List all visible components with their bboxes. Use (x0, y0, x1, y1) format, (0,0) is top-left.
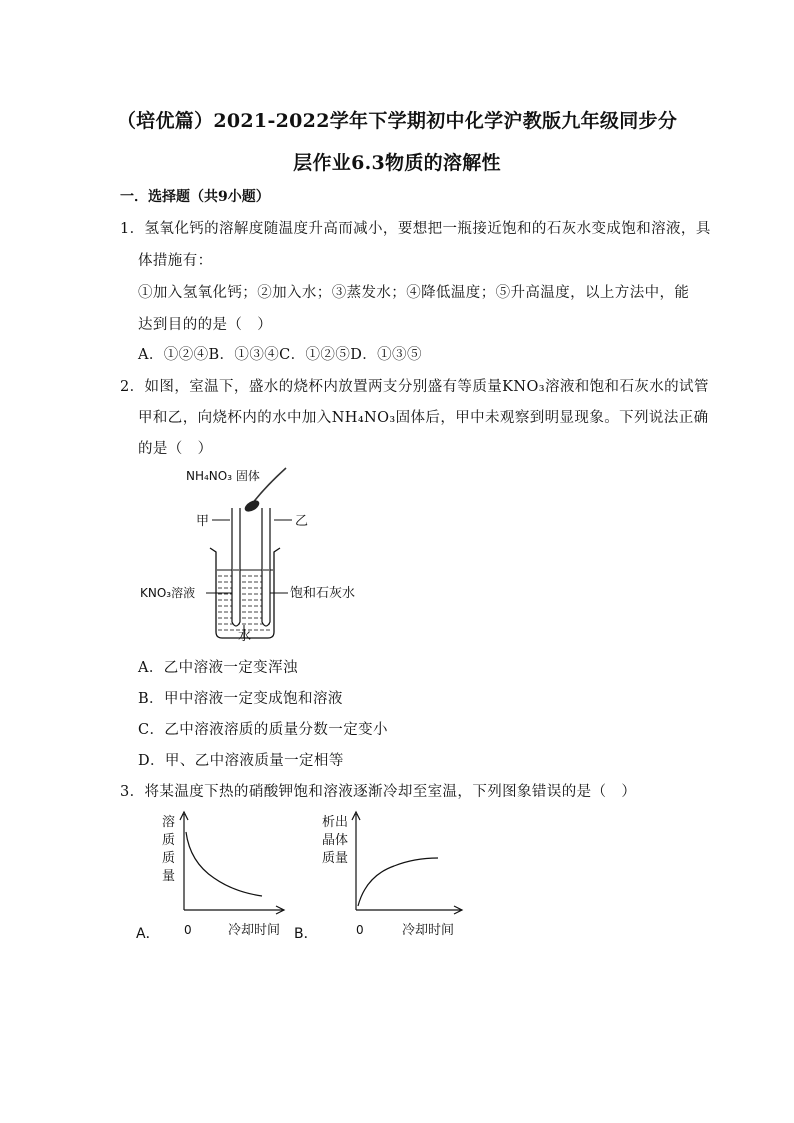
graph-a-option-label: A． (136, 926, 160, 942)
graph-b-ylabel-2: 晶体 (322, 833, 349, 848)
graph-b-curve (358, 858, 438, 906)
question-2-line-3: 的是（ ） (138, 441, 213, 457)
graph-a-ylabel-4: 量 (162, 869, 176, 884)
graph-a-ylabel-3: 质 (162, 851, 176, 866)
label-saturated-limewater: 饱和石灰水 (290, 586, 356, 601)
question-1-line-4: 达到目的的是（ ） (138, 317, 273, 333)
document-title-line-1: （培优篇）2021-2022学年下学期初中化学沪教版九年级同步分 (116, 110, 678, 132)
question-2-line-1: 2．如图，室温下，盛水的烧杯内放置两支分别盛有等质量KNO₃溶液和饱和石灰水的试管 (120, 379, 709, 395)
graph-a-curve (186, 832, 262, 896)
question-1-line-2: 体措施有： (138, 253, 213, 269)
question-1-line-3: ①加入氢氧化钙；②加入水；③蒸发水；④降低温度；⑤升高温度，以上方法中，能 (138, 285, 690, 301)
label-kno3-solution: KNO₃溶液 (140, 586, 196, 600)
graph-b-option-label: B． (294, 926, 318, 942)
label-nh4no3-solid: NH₄NO₃ 固体 (186, 469, 260, 483)
document-title-line-2: 层作业6.3物质的溶解性 (293, 152, 501, 174)
graph-a (134, 806, 294, 946)
question-2-option-c: C．乙中溶液溶质的质量分数一定变小 (138, 722, 388, 738)
section-heading: 一．选择题（共9小题） (120, 189, 270, 205)
question-2-option-b: B．甲中溶液一定变成饱和溶液 (138, 691, 343, 707)
graph-a-origin: 0 (184, 923, 192, 937)
question-1-options: A．①②④B．①③④C．①②⑤D．①③⑤ (138, 347, 422, 363)
graph-b (294, 806, 474, 946)
graph-b-origin: 0 (356, 923, 364, 937)
question-2-option-d: D．甲、乙中溶液质量一定相等 (138, 753, 344, 769)
question-1-line-1: 1．氢氧化钙的溶解度随温度升高而减小，要想把一瓶接近饱和的石灰水变成饱和溶液，具 (120, 221, 711, 237)
beaker-figure (140, 462, 380, 652)
label-water: 水 (238, 629, 252, 644)
label-tube-b: 乙 (295, 514, 309, 529)
graph-b-ylabel-3: 质量 (322, 851, 349, 866)
graph-a-xlabel: 冷却时间 (228, 923, 281, 938)
graph-b-ylabel-1: 析出 (322, 815, 349, 830)
test-tube-b (262, 508, 270, 626)
graph-a-ylabel-1: 溶 (162, 815, 176, 830)
test-tube-a (232, 508, 240, 626)
question-2-option-a: A．乙中溶液一定变浑浊 (138, 660, 298, 676)
question-3-line-1: 3．将某温度下热的硝酸钾饱和溶液逐渐冷却至室温，下列图象错误的是（ ） (120, 784, 637, 800)
graph-a-ylabel-2: 质 (162, 833, 176, 848)
question-2-line-2: 甲和乙，向烧杯内的水中加入NH₄NO₃固体后，甲中未观察到明显现象。下列说法正确 (138, 410, 709, 426)
graph-b-xlabel: 冷却时间 (402, 923, 455, 938)
label-tube-a: 甲 (196, 514, 210, 529)
